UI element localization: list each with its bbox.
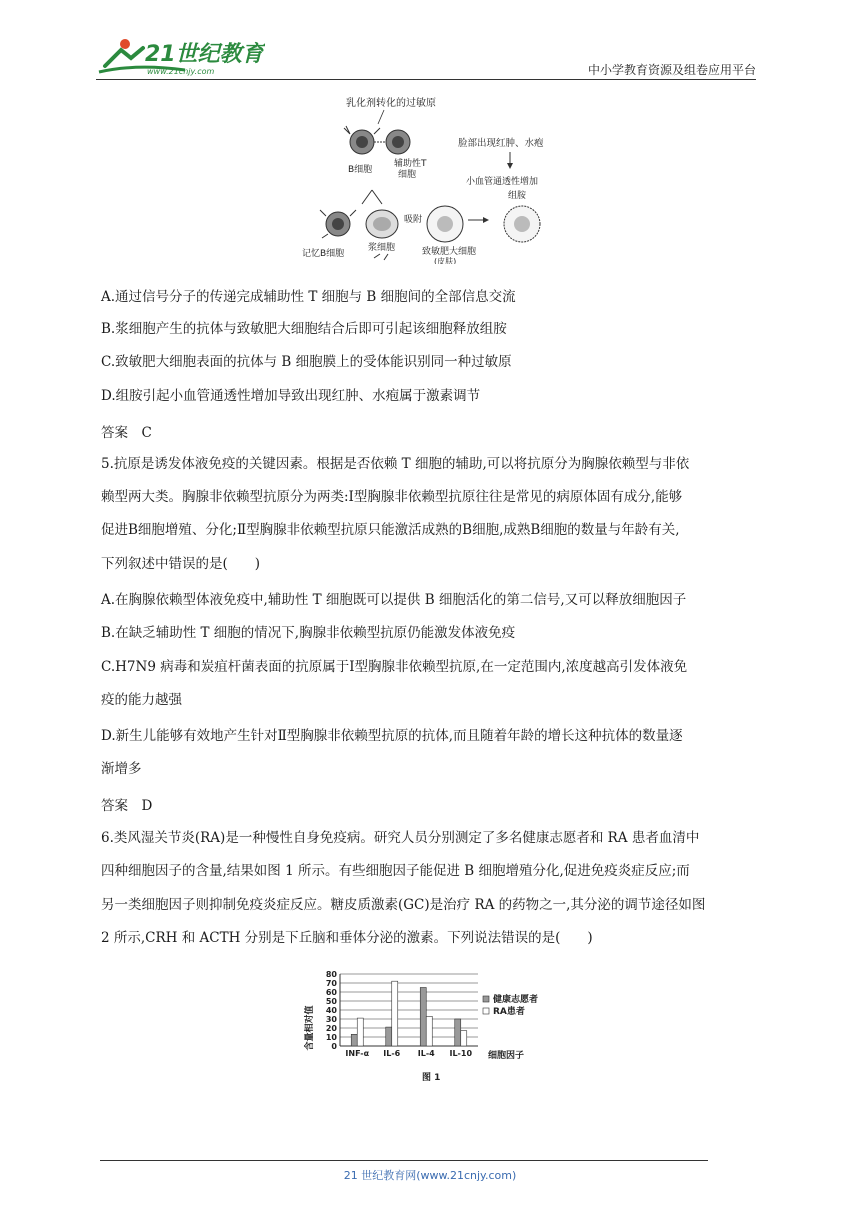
diagram-label-vessel: 小血管通透性增加 xyxy=(466,177,539,187)
q5-line: 促进B细胞增殖、分化;Ⅱ型胸腺非依赖型抗原只能激活成熟的B细胞,成熟B细胞的数量与年龄有关, xyxy=(101,522,680,538)
bar-ra-3 xyxy=(461,1031,467,1046)
q5-option-c-cont: 疫的能力越强 xyxy=(101,692,182,708)
y-tick-label: 40 xyxy=(325,1006,337,1015)
q4-option-b: B.浆细胞产生的抗体与致敏肥大细胞结合后即可引起该细胞释放组胺 xyxy=(101,321,507,337)
y-tick-label: 20 xyxy=(325,1024,337,1033)
chart-xlabel: 细胞因子 xyxy=(488,1051,525,1061)
y-tick-label: 80 xyxy=(325,970,337,979)
y-tick-label: 10 xyxy=(325,1033,337,1042)
q6-line: 另一类细胞因子则抑制免疫炎症反应。糖皮质激素(GC)是治疗 RA 的药物之一,其分泌的调节途径如图 xyxy=(101,897,706,913)
footer-divider xyxy=(100,1160,708,1161)
x-tick-label: INF-α xyxy=(345,1049,370,1058)
x-tick-label: IL-6 xyxy=(383,1049,401,1058)
bar-healthy-2 xyxy=(420,988,426,1047)
q4-option-c: C.致敏肥大细胞表面的抗体与 B 细胞膜上的受体能识别同一种过敏原 xyxy=(101,354,512,370)
y-tick-label: 30 xyxy=(325,1015,337,1024)
bar-healthy-0 xyxy=(351,1034,357,1046)
legend-swatch-ra xyxy=(483,1008,489,1014)
q4-option-a: A.通过信号分子的传递完成辅助性 T 细胞与 B 细胞间的全部信息交流 xyxy=(101,289,516,305)
q4-answer: 答案 C xyxy=(101,425,152,441)
footer-site: 21 世纪教育网(www.21cnjy.com) xyxy=(343,1169,517,1182)
diagram-label-face: 脸部出现红肿、水疱 xyxy=(458,138,544,149)
bar-ra-0 xyxy=(357,1018,363,1046)
q5-option-d: D.新生儿能够有效地产生针对Ⅱ型胸腺非依赖型抗原的抗体,而且随着年龄的增长这种抗体的数量逐 xyxy=(101,728,683,744)
x-tick-label: IL-10 xyxy=(449,1049,473,1058)
diagram-label-b-cell: B细胞 xyxy=(348,165,373,175)
bar-ra-2 xyxy=(426,1016,432,1046)
diagram-label-memory-b: 记忆B细胞 xyxy=(302,249,345,259)
bar-healthy-3 xyxy=(455,1019,461,1046)
diagram-label-histamine: 组胺 xyxy=(508,191,527,201)
bar-ra-1 xyxy=(392,981,398,1046)
platform-name: 中小学教育资源及组卷应用平台 xyxy=(587,63,756,77)
bar-healthy-1 xyxy=(386,1027,392,1046)
q6-line: 6.类风湿关节炎(RA)是一种慢性自身免疫病。研究人员分别测定了多名健康志愿者和 RA 患者血清中 xyxy=(101,830,700,846)
q6-line: 2 所示,CRH 和 ACTH 分别是下丘脑和垂体分泌的激素。下列说法错误的是( ) xyxy=(101,930,593,946)
q5-option-d-cont: 渐增多 xyxy=(101,761,142,777)
legend-swatch-healthy xyxy=(483,996,489,1002)
q5-option-c: C.H7N9 病毒和炭疽杆菌表面的抗原属于Ⅰ型胸腺非依赖型抗原,在一定范围内,浓度越高引发体液免 xyxy=(101,659,688,675)
header-divider xyxy=(96,79,756,80)
q5-option-a: A.在胸腺依赖型体液免疫中,辅助性 T 细胞既可以提供 B 细胞活化的第二信号,又可以释放细胞因子 xyxy=(101,592,687,608)
allergy-diagram xyxy=(300,94,580,264)
y-tick-label: 60 xyxy=(325,988,337,997)
q5-answer: 答案 D xyxy=(101,798,153,814)
q5-option-b: B.在缺乏辅助性 T 细胞的情况下,胸腺非依赖型抗原仍能激发体液免疫 xyxy=(101,625,516,641)
x-tick-label: IL-4 xyxy=(417,1049,435,1058)
q6-line: 四种细胞因子的含量,结果如图 1 所示。有些细胞因子能促进 B 细胞增殖分化,促进免疫炎症反应;而 xyxy=(101,863,690,879)
y-tick-label: 70 xyxy=(325,979,337,988)
diagram-label-plasma: 浆细胞 xyxy=(368,243,396,253)
diagram-label-allergen: 乳化剂转化的过敏原 xyxy=(346,98,436,109)
cytokine-chart xyxy=(300,968,570,1088)
legend-label-ra: RA患者 xyxy=(493,1007,525,1017)
diagram-label-adsorb: 吸附 xyxy=(404,215,423,225)
q4-option-d: D.组胺引起小血管通透性增加导致出现红肿、水疱属于激素调节 xyxy=(101,388,481,404)
diagram-label-helper-t: 辅助性T xyxy=(394,159,427,169)
diagram-label-skin: (皮肤) xyxy=(434,257,457,264)
logo-text: 21世纪教育 xyxy=(145,42,264,67)
q5-line: 赖型两大类。胸腺非依赖型抗原分为两类:Ⅰ型胸腺非依赖型抗原往往是常见的病原体固有成分,能够 xyxy=(101,489,683,505)
y-tick-label: 0 xyxy=(331,1042,337,1051)
site-logo xyxy=(95,36,265,78)
chart-caption: 图 1 xyxy=(422,1073,441,1083)
logo-url: www.21cnjy.com xyxy=(147,67,215,76)
q5-line: 下列叙述中错误的是( ) xyxy=(101,556,261,572)
legend-label-healthy: 健康志愿者 xyxy=(493,995,539,1005)
diagram-label-helper-t-2: 细胞 xyxy=(398,170,417,180)
diagram-label-mast: 致敏肥大细胞 xyxy=(422,247,477,257)
y-tick-label: 50 xyxy=(325,997,337,1006)
q5-line: 5.抗原是诱发体液免疫的关键因素。根据是否依赖 T 细胞的辅助,可以将抗原分为胸腺依赖型与非依 xyxy=(101,456,690,472)
chart-ylabel: 含量相对值 xyxy=(305,1005,315,1051)
